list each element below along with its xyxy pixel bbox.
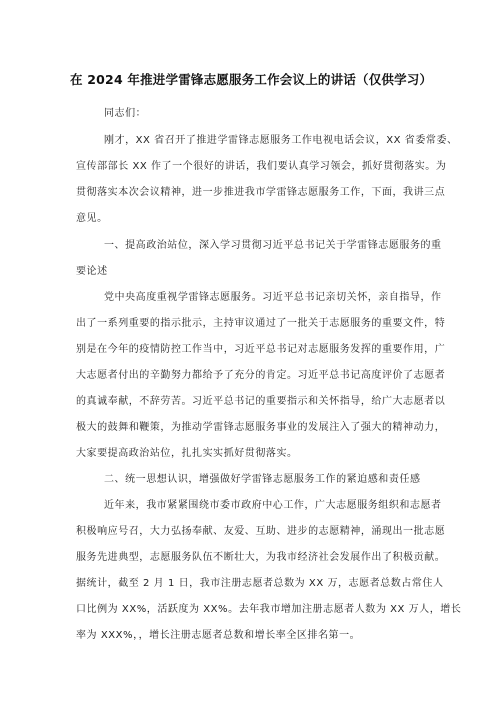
document-title: 在 2024 年推进学雷锋志愿服务工作会议上的讲话（仅供学习） — [70, 72, 433, 87]
paragraph-2-line-6: 极大的鼓舞和鞭策，为推动学雷锋志愿服务事业的发展注入了强大的精神动力， — [76, 422, 446, 433]
paragraph-2-line-1: 党中央高度重视学雷锋志愿服务。习近平总书记亲切关怀，亲自指导，作 — [104, 292, 442, 303]
paragraph-3-line-1: 近年来，我市紧紧围绕市委市政府中心工作，广大志愿服务组织和志愿者 — [104, 500, 442, 511]
section-heading-2: 二、统一思想认识，增强做好学雷锋志愿服务工作的紧迫感和责任感 — [104, 474, 421, 485]
paragraph-3-line-4: 据统计，截至 2 月 1 日，我市注册志愿者总数为 XX 万，志愿者总数占常住人 — [76, 578, 444, 589]
paragraph-3-line-3: 服务先进典型，志愿服务队伍不断壮大，为我市经济社会发展作出了积极贡献。 — [76, 552, 446, 563]
paragraph-2-line-7: 大家要提高政治站位，扎扎实实抓好贯彻落实。 — [76, 448, 298, 459]
paragraph-2-line-2: 出了一系列重要的指示批示，主持审议通过了一批关于志愿服务的重要文件，特 — [76, 318, 446, 329]
paragraph-2-line-3: 别是在今年的疫情防控工作当中，习近平总书记对志愿服务发挥的重要作用，广 — [76, 344, 446, 355]
paragraph-1-line-2: 宣传部部长 XX 作了一个很好的讲话，我们要认真学习领会，抓好贯彻落实。为 — [76, 161, 447, 172]
section-heading-1-line-2: 要论述 — [76, 266, 108, 277]
paragraph-2-line-4: 大志愿者付出的辛勤努力都给予了充分的肯定。习近平总书记高度评价了志愿者 — [76, 370, 446, 381]
section-heading-1-line-1: 一、提高政治站位，深入学习贯彻习近平总书记关于学雷锋志愿服务的重 — [104, 240, 442, 251]
paragraph-1-line-1: 刚才，XX 省召开了推进学雷锋志愿服务工作电视电话会议，XX 省委常委、 — [104, 135, 458, 146]
paragraph-2-line-5: 的真诚奉献，不辞劳苦。习近平总书记的重要指示和关怀指导，给广大志愿者以 — [76, 396, 446, 407]
paragraph-1-line-3: 贯彻落实本次会议精神，进一步推进我市学雷锋志愿服务工作，下面，我讲三点 — [76, 187, 446, 198]
paragraph-3-line-2: 积极响应号召，大力弘扬奉献、友爱、互助、进步的志愿精神，涌现出一批志愿 — [76, 526, 446, 537]
paragraph-3-line-6: 率为 XXX%，，增长注册志愿者总数和增长率全区排名第一。 — [76, 630, 361, 641]
paragraph-1-line-4: 意见。 — [76, 213, 108, 224]
greeting: 同志们： — [104, 108, 147, 119]
paragraph-3-line-5: 口比例为 XX%，活跃度为 XX%。去年我市增加注册志愿者人数为 XX 万人，增长 — [76, 604, 462, 615]
